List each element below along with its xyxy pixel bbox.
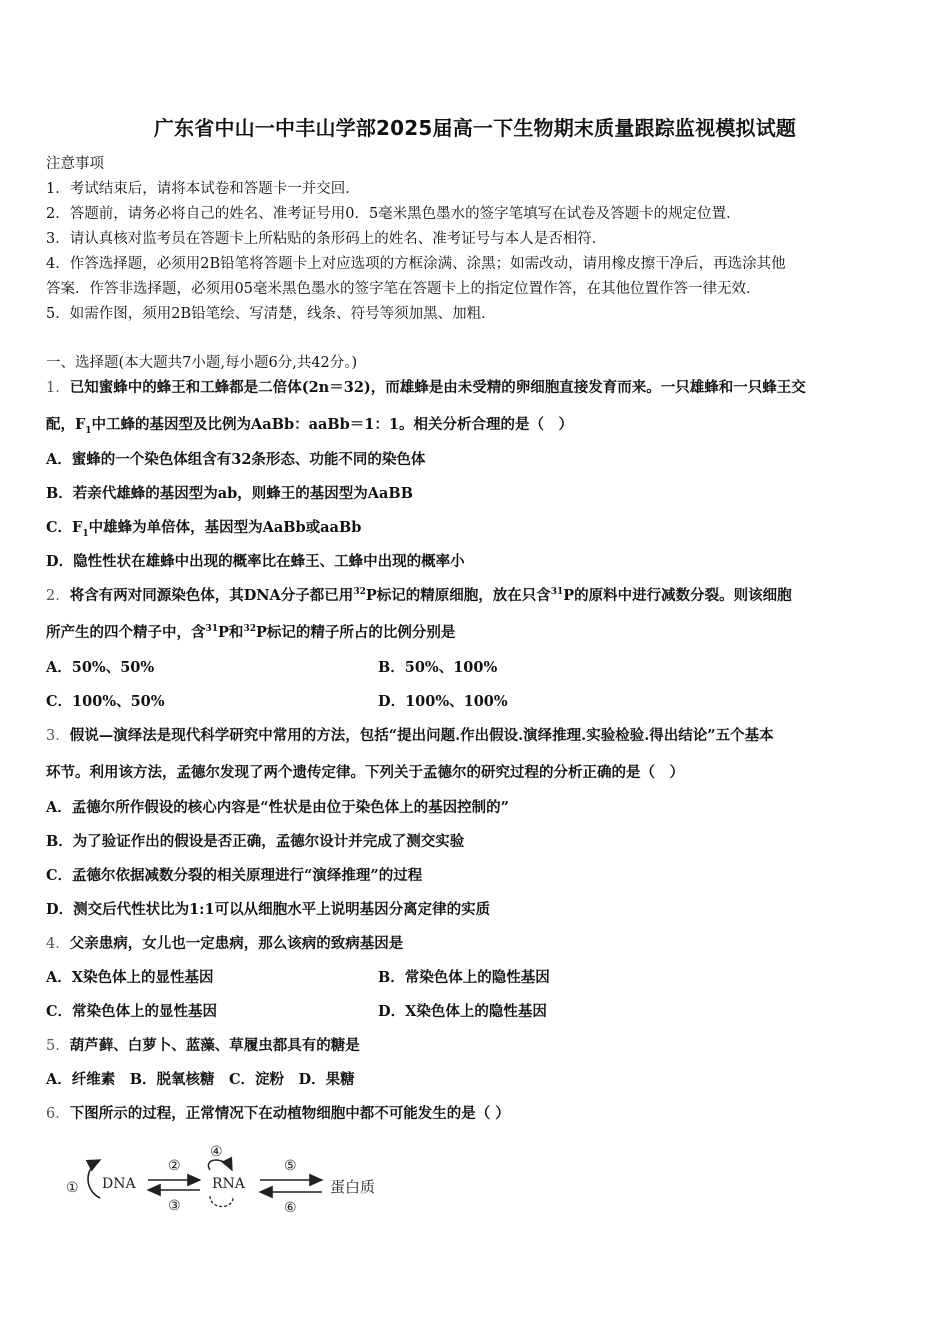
notice-item-5: 5．如需作图，须用2B铅笔绘、写清楚，线条、符号等须加黑、加粗．: [46, 306, 496, 322]
q5-number: 5．: [46, 1038, 70, 1054]
notice-item-4-cont: 答案．作答非选择题，必须用05毫米黑色墨水的签字笔在答题卡上的指定位置作答，在其他位置作答一律无效．: [46, 281, 761, 297]
section-heading: 一、选择题(本大题共7小题,每小题6分,共42分。): [46, 355, 358, 371]
q2-option-b: B．50%、100%: [378, 659, 498, 676]
q2-number: 2．: [46, 588, 70, 604]
q1-option-b: B．若亲代雄蜂的基因型为ab，则蜂王的基因型为AaBB: [46, 485, 413, 502]
q4-option-d: D．X染色体上的隐性基因: [378, 1003, 547, 1020]
q5-options: A．纤维素 B．脱氧核糖 C．淀粉 D．果糖: [46, 1071, 355, 1088]
notice-item-1: 1．考试结束后，请将本试卷和答题卡一并交回．: [46, 181, 360, 197]
dna-label: DNA: [102, 1176, 136, 1192]
q4-option-c: C．常染色体上的显性基因: [46, 1003, 218, 1020]
q3-option-d: D．测交后代性状比为1:1可以从细胞水平上说明基因分离定律的实质: [46, 901, 491, 918]
q1-option-a: A．蜜蜂的一个染色体组含有32条形态、功能不同的染色体: [46, 451, 426, 468]
notice-item-3: 3．请认真核对监考员在答题卡上所粘贴的条形码上的姓名、准考证号与本人是否相符．: [46, 231, 607, 247]
label-circle-5: ⑤: [284, 1158, 297, 1174]
rna-replication-arrow: [208, 1160, 232, 1170]
q6-stem: 6．下图所示的过程，正常情况下在动植物细胞中都不可能发生的是（ ）: [46, 1105, 510, 1122]
q5-stem: 5．葫芦藓、白萝卜、蓝藻、草履虫都具有的糖是: [46, 1037, 360, 1054]
q4-option-b: B．常染色体上的隐性基因: [378, 969, 550, 986]
notice-item-4: 4．作答选择题，必须用2B铅笔将答题卡上对应选项的方框涂满、涂黑；如需改动，请用橡皮擦干净后，再选涂其他: [46, 256, 786, 272]
q1-stem-line1: 1．已知蜜蜂中的蜂王和工蜂都是二倍体(2n＝32)，而雄蜂是由未受精的卵细胞直接发育而来。一只雄蜂和一只蜂王交: [46, 379, 806, 396]
q1-option-d: D．隐性性状在雄蜂中出现的概率比在蜂王、工蜂中出现的概率小: [46, 553, 465, 570]
label-circle-2: ②: [168, 1158, 181, 1174]
label-circle-4: ④: [210, 1144, 223, 1160]
q4-option-a: A．X染色体上的显性基因: [46, 969, 214, 986]
rna-loop-lower: [210, 1196, 233, 1207]
q2-option-d: D．100%、100%: [378, 693, 508, 710]
label-circle-3: ③: [168, 1198, 181, 1214]
q3-stem-line2: 环节。利用该方法，孟德尔发现了两个遗传定律。下列关于孟德尔的研究过程的分析正确的是（ ）: [46, 764, 684, 781]
q3-option-c: C．孟德尔依据减数分裂的相关原理进行“演绎推理”的过程: [46, 867, 423, 884]
q2-option-a: A．50%、50%: [46, 659, 155, 676]
q1-number: 1．: [46, 380, 70, 396]
q3-option-a: A．孟德尔所作假设的核心内容是“性状是由位于染色体上的基因控制的”: [46, 799, 509, 816]
q3-stem-line1: 3．假说—演绎法是现代科学研究中常用的方法，包括“提出问题.作出假设.演绎推理.实验检验.得出结论”五个基本: [46, 727, 774, 744]
q2-stem-line1: 2．将含有两对同源染色体，其DNA分子都已用$^{32}$P标记的精原细胞，放在只含$^{31}$P的原料中进行减数分裂。则该细胞: [46, 587, 792, 604]
q1-option-c: C．$F_1$中雄蜂为单倍体，基因型为AaBb或aaBb: [46, 519, 362, 539]
label-circle-6: ⑥: [284, 1200, 297, 1216]
dna-replication-arrow: [88, 1160, 100, 1198]
q4-stem: 4．父亲患病，女儿也一定患病，那么该病的致病基因是: [46, 935, 404, 952]
notice-item-2: 2．答题前，请务必将自己的姓名、准考证号用0．5毫米黑色墨水的签字笔填写在试卷及答题卡的规定位置．: [46, 206, 741, 222]
central-dogma-diagram: [60, 1140, 400, 1220]
q3-option-b: B．为了验证作出的假设是否正确，孟德尔设计并完成了测交实验: [46, 833, 465, 850]
q3-number: 3．: [46, 728, 70, 744]
notice-heading: 注意事项: [46, 156, 104, 172]
protein-label: 蛋白质: [330, 1178, 376, 1196]
rna-label: RNA: [212, 1176, 245, 1192]
q4-number: 4．: [46, 936, 70, 952]
label-circle-1: ①: [66, 1180, 79, 1196]
page-title: 广东省中山一中丰山学部2025届高一下生物期末质量跟踪监视模拟试题: [153, 116, 797, 140]
q2-stem-line2: 所产生的四个精子中，含$^{31}$P和$^{32}$P标记的精子所占的比例分别是: [46, 624, 456, 641]
q6-number: 6．: [46, 1106, 70, 1122]
q1-stem-line2: 配，$F_1$中工蜂的基因型及比例为AaBb：aaBb＝1：1。相关分析合理的是（ ）: [46, 416, 573, 436]
q2-option-c: C．100%、50%: [46, 693, 165, 710]
